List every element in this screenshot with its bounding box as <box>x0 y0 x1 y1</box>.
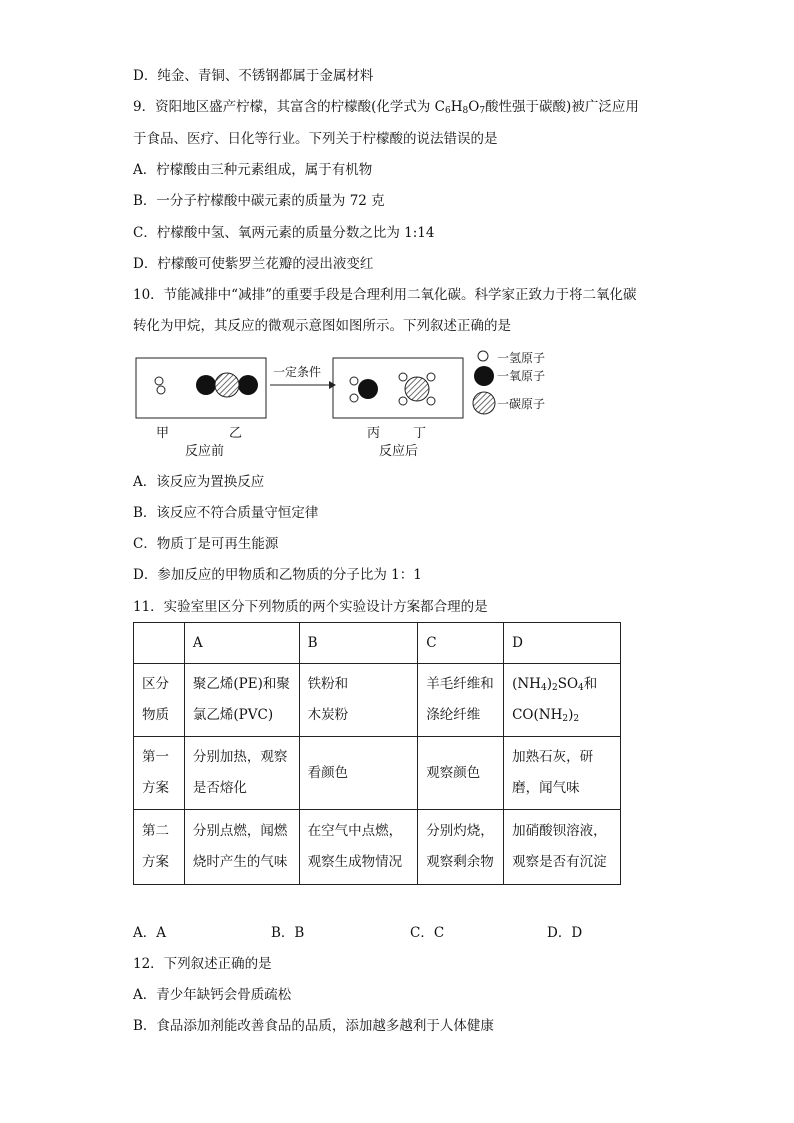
h-atom <box>399 397 407 405</box>
q11-answer-a: A．A <box>133 925 166 941</box>
label-ding: 丁 <box>413 426 427 441</box>
h-atom <box>350 394 358 402</box>
q10-option-d: D．参加反应的甲物质和乙物质的分子比为 1：1 <box>133 567 422 583</box>
q9-option-a: A．柠檬酸由三种元素组成，属于有机物 <box>133 162 373 178</box>
h-atom <box>350 377 358 385</box>
c-atom <box>215 373 239 397</box>
q12-option-a: A．青少年缺钙会骨质疏松 <box>133 987 292 1003</box>
h-atom <box>427 373 435 381</box>
q10-stem-line2: 转化为甲烷，其反应的微观示意图如图所示。下列叙述正确的是 <box>133 318 511 334</box>
row-label: 第一 方案 <box>134 737 185 810</box>
label-bing: 丙 <box>367 426 381 441</box>
q9-stem-line1: 9．资阳地区盛产柠檬，其富含的柠檬酸(化学式为 $C_6H_8O_7$酸性强于碳酸)被广泛应用 <box>133 99 639 116</box>
table-cell: 铁粉和 木炭粉 <box>299 664 418 737</box>
q10-option-b: B．该反应不符合质量守恒定律 <box>133 505 319 521</box>
q9-stem-line2: 于食品、医疗、日化等行业。下列关于柠檬酸的说法错误的是 <box>133 131 498 147</box>
legend-o-icon <box>474 366 494 386</box>
table-header-cell: B <box>299 623 418 664</box>
table-row <box>134 664 621 737</box>
q11-answer-b: B．B <box>271 925 305 941</box>
legend-h-label: 一氢原子 <box>497 351 546 365</box>
table-cell: $(NH_4)_2SO_4$和 $CO(NH_2)_2$ <box>504 664 621 737</box>
table-header-row <box>134 623 621 664</box>
q9-option-d: D．柠檬酸可使紫罗兰花瓣的浸出液变红 <box>133 256 374 272</box>
q11-answer-c: C．C <box>410 925 445 941</box>
table-cell: 羊毛纤维和 涤纶纤维 <box>418 664 504 737</box>
q8-option-d: D．纯金、青铜、不锈钢都属于金属材料 <box>133 68 374 84</box>
label-after: 反应后 <box>379 444 419 459</box>
o-atom <box>238 375 258 395</box>
q11-stem: 11．实验室里区分下列物质的两个实验设计方案都合理的是 <box>133 599 488 615</box>
h-atom <box>157 386 165 394</box>
table-cell: 观察颜色 <box>418 737 504 810</box>
table-header-cell: A <box>184 623 299 664</box>
table-cell: 分别灼烧， 观察剩余物 <box>418 810 504 885</box>
table-cell: 分别点燃，闻燃 烧时产生的气味 <box>184 810 299 885</box>
table-header-cell <box>134 623 185 664</box>
legend-o-label: 一氧原子 <box>497 369 546 383</box>
q10-option-c: C．物质丁是可再生能源 <box>133 536 279 552</box>
h-atom <box>427 397 435 405</box>
c-atom <box>405 377 429 401</box>
after-box <box>333 358 463 418</box>
condition-label: 一定条件 <box>273 365 322 379</box>
table-cell: 分别加热，观察 是否熔化 <box>184 737 299 810</box>
reaction-diagram <box>133 350 573 460</box>
q9-option-c: C．柠檬酸中氢、氧两元素的质量分数之比为 1:14 <box>133 225 435 241</box>
o-atom <box>358 379 378 399</box>
legend-h-icon <box>478 351 488 361</box>
h-atom <box>155 377 163 385</box>
table-cell: 看颜色 <box>299 737 418 810</box>
q11-table <box>133 622 621 885</box>
o-atom <box>196 375 216 395</box>
q12-stem: 12．下列叙述正确的是 <box>133 956 272 972</box>
h-atom <box>399 373 407 381</box>
q10-stem-line1: 10．节能减排中“减排”的重要手段是合理利用二氧化碳。科学家正致力于将二氧化碳 <box>133 287 637 303</box>
q11-answer-d: D．D <box>547 925 583 941</box>
table-cell: 加硝酸钡溶液， 观察是否有沉淀 <box>504 810 621 885</box>
table-cell: 聚乙烯(PE)和聚 氯乙烯(PVC) <box>184 664 299 737</box>
label-jia: 甲 <box>156 426 170 441</box>
legend-c-label: 一碳原子 <box>497 397 546 411</box>
table-cell: 加熟石灰，研 磨，闻气味 <box>504 737 621 810</box>
table-header-cell: D <box>504 623 621 664</box>
table-cell: 在空气中点燃， 观察生成物情况 <box>299 810 418 885</box>
q12-option-b: B．食品添加剂能改善食品的品质，添加越多越利于人体健康 <box>133 1018 494 1034</box>
q9-option-b: B．一分子柠檬酸中碳元素的质量为 72 克 <box>133 193 385 209</box>
label-before: 反应前 <box>185 444 225 459</box>
legend-c-icon <box>473 392 495 414</box>
row-label: 第二 方案 <box>134 810 185 885</box>
table-row <box>134 810 621 885</box>
q10-option-a: A．该反应为置换反应 <box>133 474 265 490</box>
table-row <box>134 737 621 810</box>
table-header-cell: C <box>418 623 504 664</box>
row-label: 区分 物质 <box>134 664 185 737</box>
label-yi: 乙 <box>229 426 243 441</box>
